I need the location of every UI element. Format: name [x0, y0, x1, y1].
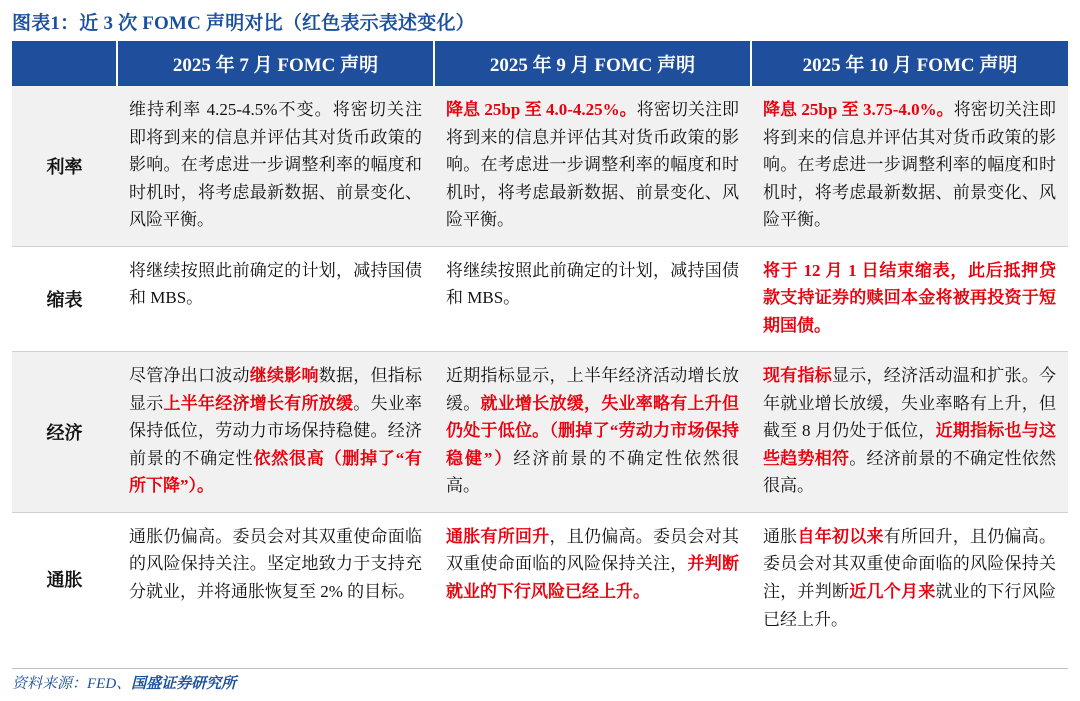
changed-text: 依然很高（删掉了“有所下降”）。 [129, 448, 422, 496]
changed-text: 上半年经济增长有所放缓 [163, 393, 354, 413]
cell-segments [763, 366, 1056, 495]
unchanged-text: 。经济前景的不确定性依然很高。 [763, 448, 1056, 496]
unchanged-text: 通胀仍偏高。委员会对其双重使命面临的风险保持关注。坚定地致力于支持充分就业，并将通胀恢复至 2% 的目标。 [129, 526, 422, 601]
changed-text: 现有指标 [763, 366, 832, 386]
unchanged-text: 通胀 [763, 526, 798, 546]
unchanged-text: 有所回升，且仍偏高。委员会对其双重使命面临的风险保持关注，并判断 [763, 526, 1056, 601]
unchanged-text: 就业的下行风险已经上升。 [763, 581, 1056, 629]
cell-economy-october [751, 352, 1068, 513]
cell-highlight: 降息 25bp 至 4.0-4.25%。 [446, 100, 637, 119]
cell-text: 将继续按照此前确定的计划，减持国债和 MBS。 [446, 260, 739, 308]
column-header-september: 2025 年 9 月 FOMC 声明 [434, 41, 751, 86]
source-note [12, 672, 236, 693]
cell-highlight: 降息 25bp 至 3.75-4.0%。 [763, 100, 954, 119]
table-header-row [12, 41, 1068, 86]
cell-segments [763, 527, 1056, 629]
source-institution: 国盛证券研究所 [131, 676, 237, 692]
cell-segments [446, 366, 739, 495]
changed-text: 自年初以来 [797, 526, 884, 546]
cell-inflation-october [751, 512, 1068, 645]
unchanged-text: ，且仍偏高。委员会对其双重使命面临的风险保持关注， [446, 526, 739, 574]
column-header-july: 2025 年 7 月 FOMC 声明 [117, 41, 434, 86]
unchanged-text: 显示，经济活动温和扩张。今年就业增长放缓，失业率略有上升，但截至 8 月仍处于低位， [763, 366, 1056, 441]
cell-text: 维持利率 4.25-4.5%不变。将密切关注即将到来的信息并评估其对货币政策的影响。在考虑进一步调整利率的幅度和时机时，将考虑最新数据、前景变化、风险平衡。 [129, 100, 422, 230]
cell-segments [446, 527, 739, 601]
cell-highlight: 将于 12 月 1 日结束缩表，此后抵押贷款支持证券的赎回本金将被再投资于短期国债。 [763, 260, 1056, 335]
changed-text: 近期指标也与这些趋势相符 [763, 421, 1057, 468]
cell-rate-september [434, 86, 751, 246]
unchanged-text: 数据，但指标显示 [129, 366, 422, 413]
footer-divider [12, 668, 1068, 669]
table-row [12, 352, 1068, 513]
cell-segments [129, 366, 422, 495]
row-label-economy: 经济 [12, 352, 117, 513]
column-header-october: 2025 年 10 月 FOMC 声明 [751, 41, 1068, 86]
table-body [12, 86, 1068, 645]
table-row [12, 512, 1068, 645]
unchanged-text: 近期指标显示，上半年经济活动增长放缓。 [446, 366, 739, 413]
cell-economy-july [117, 352, 434, 513]
source-prefix: 资料来源：FED、 [12, 676, 132, 692]
changed-text: 继续影响 [249, 366, 319, 386]
changed-text: 并判断就业的下行风险已经上升。 [446, 554, 739, 601]
table-row [12, 86, 1068, 246]
unchanged-text: 尽管净出口波动 [129, 366, 250, 386]
cell-rate-july [117, 86, 434, 246]
cell-text: 将继续按照此前确定的计划，减持国债和 MBS。 [129, 260, 422, 308]
unchanged-text: 。失业率保持低位，劳动力市场保持稳健。经济前景的不确定性 [129, 393, 422, 468]
cell-text: 将密切关注即将到来的信息并评估其对货币政策的影响。在考虑进一步调整利率的幅度和时机时，将考虑最新数据、前景变化、风险平衡。 [763, 100, 1056, 230]
unchanged-text: 经济前景的不确定性依然很高。 [446, 448, 740, 496]
column-header-label [12, 41, 117, 86]
page-title: 图表1：近 3 次 FOMC 声明对比（红色表示表述变化） [12, 13, 475, 34]
cell-balance-october [751, 246, 1068, 352]
cell-rate-october [751, 86, 1068, 246]
cell-balance-september [434, 246, 751, 352]
row-label-inflation: 通胀 [12, 512, 117, 645]
cell-inflation-september [434, 512, 751, 645]
changed-text: 通胀有所回升 [446, 526, 550, 546]
cell-balance-july [117, 246, 434, 352]
table-row [12, 246, 1068, 352]
changed-text: 近几个月来 [849, 581, 936, 601]
changed-text: 就业增长放缓，失业率略有上升但仍处于低位。（删掉了“劳动力市场保持稳健”） [446, 393, 739, 468]
cell-segments [129, 527, 422, 601]
cell-economy-september [434, 352, 751, 513]
cell-text: 将密切关注即将到来的信息并评估其对货币政策的影响。在考虑进一步调整利率的幅度和时机时，将考虑最新数据、前景变化、风险平衡。 [446, 100, 739, 230]
row-label-balance-sheet: 缩表 [12, 246, 117, 352]
fomc-comparison-table [12, 41, 1068, 645]
row-label-rate: 利率 [12, 86, 117, 246]
cell-inflation-july [117, 512, 434, 645]
table-header [12, 41, 1068, 86]
